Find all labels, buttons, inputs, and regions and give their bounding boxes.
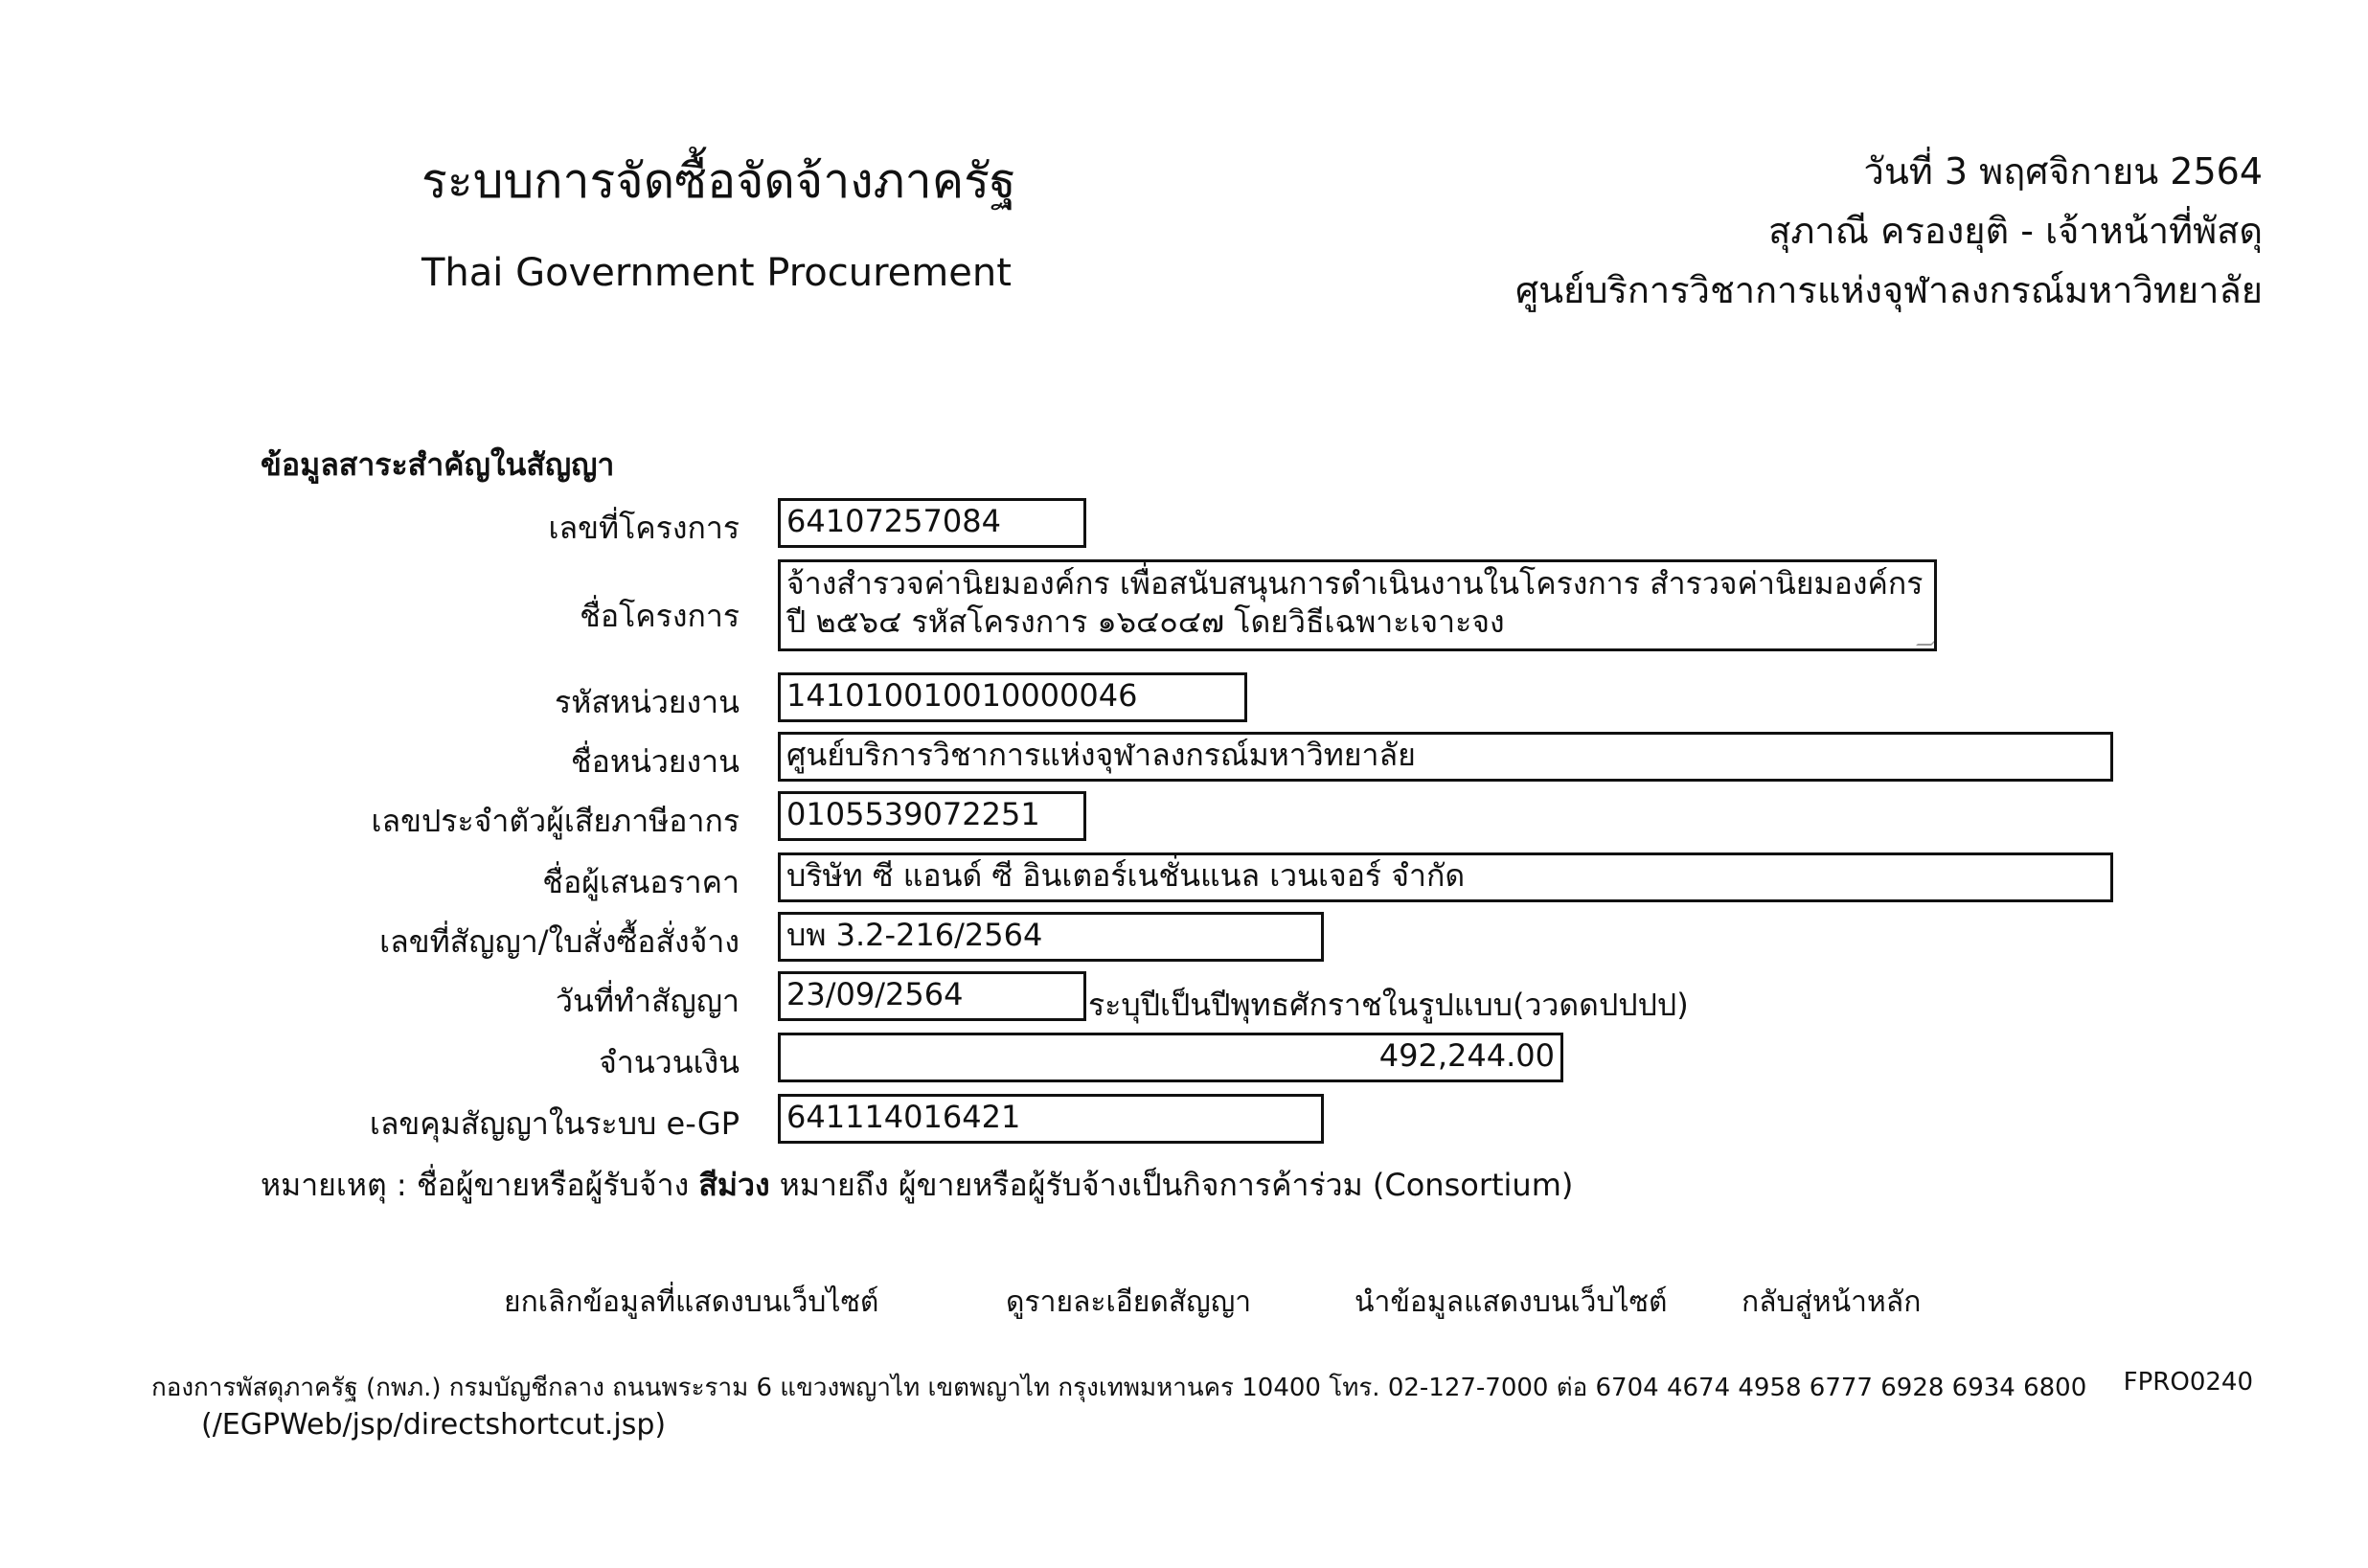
tax-id-field[interactable]: 0105539072251 bbox=[778, 791, 1086, 841]
view-contract-link[interactable]: ดูรายละเอียดสัญญา bbox=[1006, 1285, 1252, 1319]
system-title-english: Thai Government Procurement bbox=[421, 251, 1012, 295]
page-code: FPRO0240 bbox=[2123, 1368, 2253, 1397]
agency-name-label: ชื่อหน่วยงาน bbox=[570, 743, 740, 780]
egp-control-no-field[interactable]: 641114016421 bbox=[778, 1094, 1324, 1144]
bidder-name-label: ชื่อผู้เสนอราคา bbox=[542, 864, 740, 900]
page-path: (/EGPWeb/jsp/directshortcut.jsp) bbox=[201, 1408, 667, 1442]
project-no-field[interactable]: 64107257084 bbox=[778, 498, 1086, 548]
home-link[interactable]: กลับสู่หน้าหลัก bbox=[1742, 1285, 1922, 1319]
organization-name: ศูนย์บริการวิชาการแห่งจุฬาลงกรณ์มหาวิทยาลัย bbox=[1514, 269, 2263, 311]
project-name-label: ชื่อโครงการ bbox=[580, 598, 740, 634]
amount-label: จำนวนเงิน bbox=[599, 1044, 740, 1080]
publish-data-link[interactable]: นำข้อมูลแสดงบนเว็บไซต์ bbox=[1355, 1285, 1668, 1319]
project-name-text: จ้างสำรวจค่านิยมองค์กร เพื่อสนับสนุนการดำเนินงานในโครงการ สำรวจค่านิยมองค์กร ปี ๒๕๖๔ รหัสโครงการ ๑๖๔๐๔๗ โดยวิธีเฉพาะเจาะจง bbox=[786, 565, 1924, 640]
contract-date-field[interactable]: 23/09/2564 bbox=[778, 971, 1086, 1021]
system-title-thai: ระบบการจัดซื้อจัดจ้างภาครัฐ bbox=[421, 153, 1016, 209]
tax-id-label: เลขประจำตัวผู้เสียภาษีอากร bbox=[371, 803, 740, 839]
project-no-label: เลขที่โครงการ bbox=[548, 510, 740, 546]
agency-code-field[interactable]: 141010010010000046 bbox=[778, 672, 1247, 722]
contract-no-field[interactable]: บพ 3.2-216/2564 bbox=[778, 912, 1324, 962]
note-suffix: หมายถึง ผู้ขายหรือผู้รับจ้างเป็นกิจการค้าร่วม (Consortium) bbox=[769, 1167, 1574, 1203]
contract-date-label: วันที่ทำสัญญา bbox=[555, 983, 740, 1019]
note-highlight: สีม่วง bbox=[698, 1167, 770, 1203]
agency-code-label: รหัสหน่วยงาน bbox=[555, 684, 740, 720]
cancel-publish-link[interactable]: ยกเลิกข้อมูลที่แสดงบนเว็บไซต์ bbox=[504, 1285, 879, 1319]
user-name: สุภาณี ครองยุติ - เจ้าหน้าที่พัสดุ bbox=[1768, 210, 2263, 252]
section-title: ข้อมูลสาระสำคัญในสัญญา bbox=[261, 446, 615, 483]
date-format-hint: ระบุปีเป็นปีพุทธศักราชในรูปแบบ(ววดดปปปป) bbox=[1088, 987, 1689, 1023]
amount-field[interactable]: 492,244.00 bbox=[778, 1033, 1563, 1082]
agency-name-field[interactable]: ศูนย์บริการวิชาการแห่งจุฬาลงกรณ์มหาวิทยาลัย bbox=[778, 732, 2113, 782]
egp-control-no-label: เลขคุมสัญญาในระบบ e-GP bbox=[369, 1105, 740, 1142]
current-date: วันที่ 3 พฤศจิกายน 2564 bbox=[1863, 150, 2263, 193]
consortium-note bbox=[261, 1161, 1573, 1210]
note-prefix: หมายเหตุ : ชื่อผู้ขายหรือผู้รับจ้าง bbox=[261, 1167, 699, 1203]
bidder-name-field[interactable]: บริษัท ซี แอนด์ ซี อินเตอร์เนชั่นแนล เวนเจอร์ จำกัด bbox=[778, 852, 2113, 902]
project-name-field[interactable] bbox=[778, 559, 1937, 651]
footer-address: กองการพัสดุภาครัฐ (กพภ.) กรมบัญชีกลาง ถนนพระราม 6 แขวงพญาไท เขตพญาไท กรุงเทพมหานคร 10400 โทร. 02-127-7000 ต่อ 6704 4674 4958 6777 6928 6934 6800 bbox=[151, 1374, 2087, 1402]
resize-handle-icon[interactable] bbox=[1916, 630, 1937, 646]
contract-no-label: เลขที่สัญญา/ใบสั่งซื้อสั่งจ้าง bbox=[379, 923, 740, 960]
